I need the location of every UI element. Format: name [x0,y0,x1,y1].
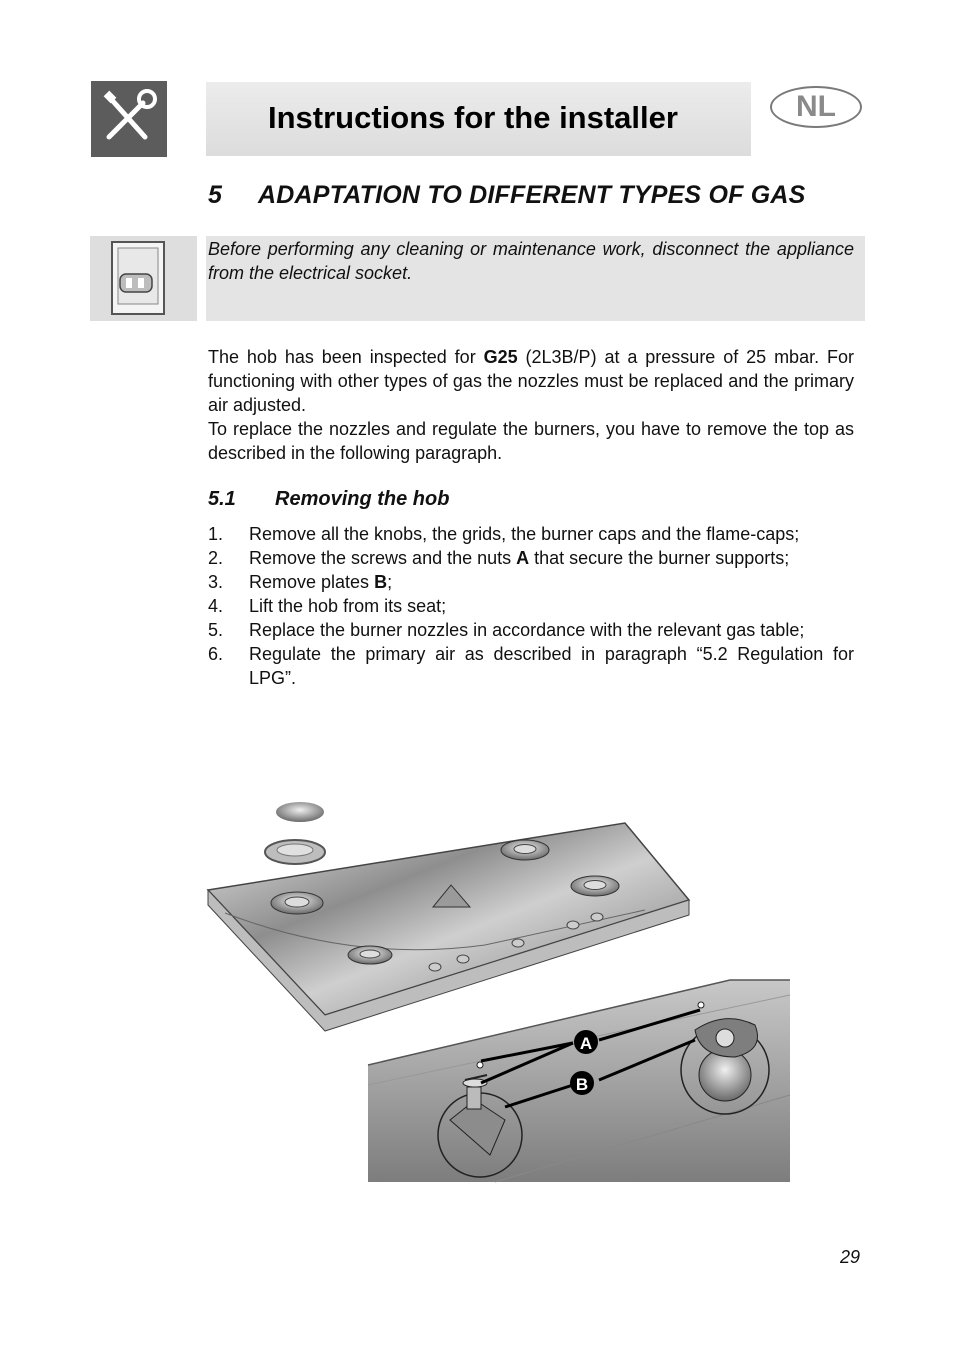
warning-text: Before performing any cleaning or maintenance work, disconnect the appliance from the electrical socket. [208,239,854,283]
subsection-number: 5.1 [208,488,236,510]
subsection-title: Removing the hob [275,488,450,510]
step-number: 1. [208,524,224,544]
intro-pre: The hob has been inspected for [208,347,484,367]
step-text: Remove plates B; [249,572,393,592]
list-item [208,642,854,690]
step-text: Remove all the knobs, the grids, the burner caps and the flame-caps; [249,524,800,544]
step-number: 6. [208,644,224,664]
hob-detail-view [368,980,790,1182]
step-text: Regulate the primary air as described in paragraph “5.2 Regulation for LPG”. [249,644,854,688]
step-number: 4. [208,596,224,616]
section-heading [208,181,806,210]
step-number: 3. [208,572,224,592]
hob-illustration [205,795,795,1185]
subsection-heading [208,488,449,511]
list-item [208,522,854,546]
step-text: Replace the burner nozzles in accordance with the relevant gas table; [249,620,805,640]
label-a: A [579,1034,593,1053]
intro-post: (2L3B/P) at a pressure of 25 mbar. For functioning with other types of gas the nozzles must be replaced and the primary air adjusted. [208,347,854,415]
intro-paragraph [208,345,854,417]
list-item [208,546,854,570]
electrical-socket-icon [90,236,197,321]
list-item [208,570,854,594]
step-number: 5. [208,620,224,640]
gas-type-bold: G25 [483,347,518,367]
section-title: ADAPTATION TO DIFFERENT TYPES OF GAS [258,181,806,209]
label-b: B [575,1075,589,1094]
intro-paragraph-2: To replace the nozzles and regulate the burners, you have to remove the top as described in the following paragraph. [208,419,854,463]
step-text: Lift the hob from its seat; [249,596,447,616]
list-item [208,618,854,642]
page-number: 29 [840,1247,861,1267]
steps-list [208,522,854,690]
list-item [208,594,854,618]
page-title: Instructions for the installer [268,100,678,135]
wrench-screwdriver-icon [91,81,167,157]
hob-top-view [208,802,689,1031]
step-text: Remove the screws and the nuts A that secure the burner supports; [249,548,790,568]
language-badge: NL [770,86,862,128]
section-number: 5 [208,181,223,209]
step-number: 2. [208,548,224,568]
